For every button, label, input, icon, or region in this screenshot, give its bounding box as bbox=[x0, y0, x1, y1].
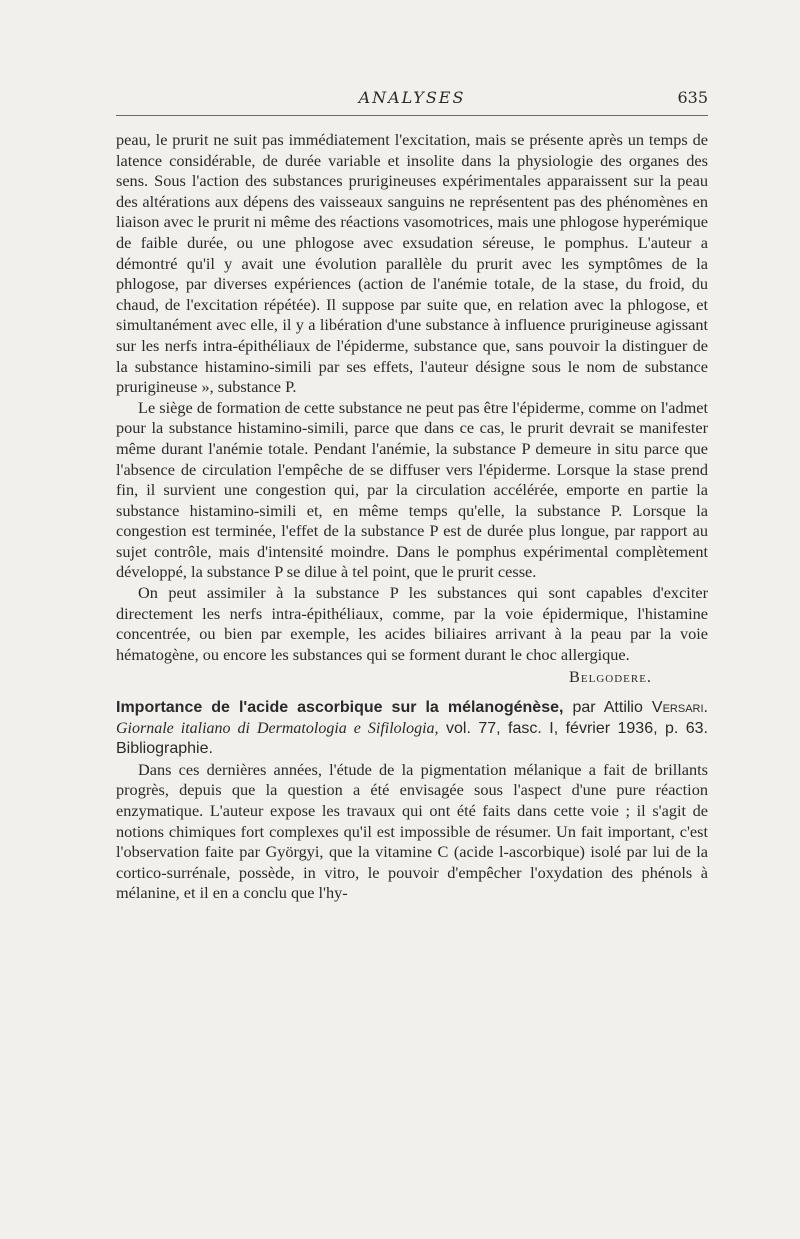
paragraph-5: Dans ces dernières années, l'étude de la pigmentation mélanique a fait de brillants progrès, depuis que la question a été envisagée sous l'aspect d'une pure réaction enzymatique. L'auteur expose les travaux qui ont été faits dans cette voie ; il s'agit de notions chimiques fort complexes qu'il est impossible de résumer. Un fait important, c'est l'observation faite par Györgyi, que la vitamine C (acide l-ascorbique) isolé par lui de la cortico-surrénale, possède, in vitro, le pouvoir d'empêcher l'oxydation des phénols à mélanine, et il en a conclu que l'hy- bbox=[116, 759, 708, 903]
article-by: par Attilio bbox=[572, 699, 643, 717]
paragraph-3: On peut assimiler à la substance P les substances qui sont capables d'exciter directement les nerfs intra-épithéliaux, comme, par la voie épidermique, l'histamine concentrée, ou bien par exemple, les acides biliaires arrivant à la peau par la voie hématogène, ou encore les substances qui se forment durant le choc allergique. bbox=[116, 583, 708, 664]
citation-details: vol. 77, fasc. I, février 1936, p. 63. Bibliographie. bbox=[116, 719, 709, 758]
header-rule bbox=[116, 115, 708, 116]
article-author: Versari. bbox=[651, 699, 708, 717]
paragraph-1: peau, le prurit ne suit pas immédiatement l'excitation, mais se présente après un temps de latence considérable, de durée variable et insolite dans la physiologie des organes des sens. Sous l'action des substances prurigineuses expérimentales apparaissent sur la peau des altérations aux dépens des vaisseaux sanguins ne représentent pas des phénomènes en liaison avec le prurit ni même des réactions vasomotrices, mais une phlogose hyperémique de faible durée, ou une phlogose avec exsudation séreuse, le pomphus. L'auteur a démontré qu'il y avait une évolution parallèle du prurit avec les symptômes de la phlogose, par diverses expériences (action de l'anémie totale, de la stase, du froid, du chaud, de l'excitation répétée). Il suppose par suite que, en relation avec la phlogose, et simultanément avec elle, il y a libération d'une substance à influence prurigineuse agissant sur les nerfs intra-épithéliaux de l'épiderme, substance que, sans pouvoir la distinguer de la substance histamino-simili par ses effets, l'auteur désigne sous le nom de substance prurigineuse », substance P. bbox=[116, 130, 708, 397]
journal-name: Giornale italiano di Dermatologia e Sifilologia, bbox=[116, 719, 439, 737]
page-number: 635 bbox=[677, 88, 708, 107]
running-header bbox=[116, 88, 708, 112]
running-title: ANALYSES bbox=[358, 88, 466, 107]
article-reference bbox=[116, 698, 708, 760]
article-heading: Importance de l'acide ascorbique sur la mélanogénèse, bbox=[116, 699, 564, 717]
paragraph-2: Le siège de formation de cette substance ne peut pas être l'épiderme, comme on l'admet pour la substance histamino-simili, parce que dans ce cas, le prurit devrait se manifester même durant l'anémie totale. Pendant l'anémie, la substance P demeure in situ parce que l'absence de circulation l'empêche de se diffuser vers l'épiderme. Lorsque la stase prend fin, il survient une congestion qui, par la circulation accélérée, emporte en partie la substance histamino-simili et, en même temps qu'elle, la substance P. Lorsque la congestion est terminée, l'effet de la substance P est de durée plus longue, par rapport au sujet contrôle, mais d'intensité moindre. Dans le pomphus expérimental complètement développé, la substance P se dilue à tel point, que le prurit cesse. bbox=[116, 397, 708, 582]
signature: Belgodere. bbox=[569, 667, 652, 687]
page-body bbox=[116, 130, 708, 904]
